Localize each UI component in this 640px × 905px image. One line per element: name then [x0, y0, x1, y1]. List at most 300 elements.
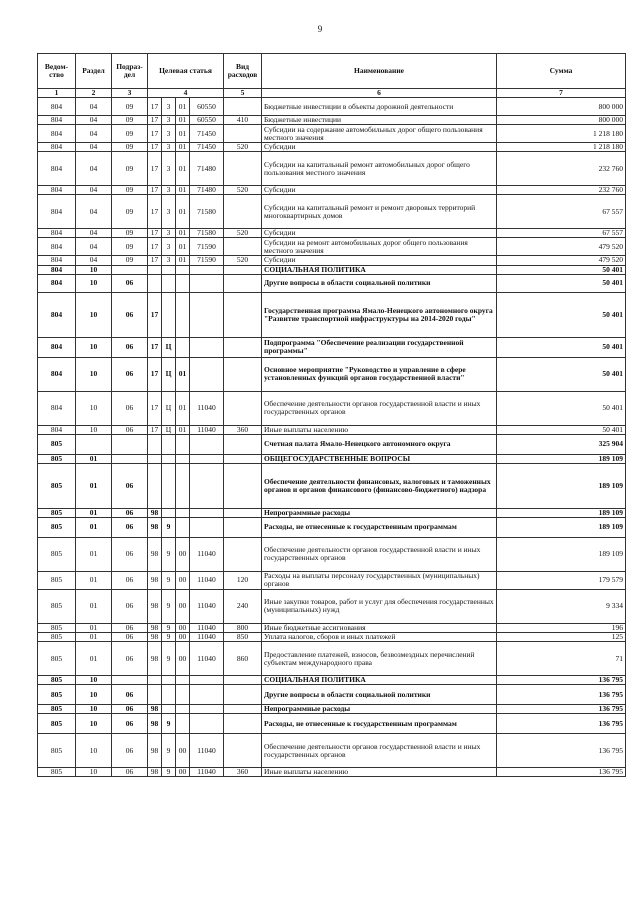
- cell-target-event: 01: [176, 152, 190, 186]
- cell-target-direction: [190, 714, 224, 734]
- cell-vid-rashodov: 520: [224, 186, 262, 195]
- table-row: [38, 537, 626, 571]
- cell-podrazdel: [112, 676, 148, 685]
- cell-target-event: 01: [176, 256, 190, 265]
- cell-target-event: 01: [176, 116, 190, 125]
- cell-vedomstvo: 804: [38, 292, 76, 337]
- cell-podrazdel: 09: [112, 116, 148, 125]
- table-header-row: [38, 54, 626, 89]
- cell-vedomstvo: 804: [38, 116, 76, 125]
- cell-vid-rashodov: [224, 125, 262, 143]
- cell-target-subprogram: 9: [162, 571, 176, 589]
- cell-target-program: [148, 454, 162, 463]
- header-vedomstvo: Ведом-ство: [38, 54, 76, 89]
- table-row: [38, 265, 626, 274]
- cell-target-direction: 11040: [190, 537, 224, 571]
- cell-target-event: [176, 508, 190, 517]
- table-row: [38, 125, 626, 143]
- cell-target-program: 17: [148, 143, 162, 152]
- table-row: [38, 143, 626, 152]
- table-row: [38, 152, 626, 186]
- cell-summa: 50 401: [497, 391, 626, 425]
- cell-target-subprogram: [162, 265, 176, 274]
- cell-target-direction: [190, 274, 224, 292]
- cell-podrazdel: 09: [112, 152, 148, 186]
- table-row: [38, 229, 626, 238]
- cell-summa: 136 795: [497, 676, 626, 685]
- cell-vedomstvo: 805: [38, 571, 76, 589]
- cell-vid-rashodov: 850: [224, 633, 262, 642]
- cell-target-program: 17: [148, 337, 162, 357]
- page-number: 9: [317, 24, 323, 34]
- column-number-row: [38, 89, 626, 98]
- cell-target-direction: 11040: [190, 642, 224, 676]
- cell-target-direction: 60550: [190, 98, 224, 116]
- cell-naimenovanie: Обеспечение деятельности органов государственной власти и иных государственных органов: [262, 391, 497, 425]
- cell-vid-rashodov: [224, 463, 262, 508]
- cell-podrazdel: 06: [112, 705, 148, 714]
- table-row: [38, 391, 626, 425]
- cell-vid-rashodov: [224, 357, 262, 391]
- table-row: [38, 274, 626, 292]
- cell-vedomstvo: 805: [38, 768, 76, 777]
- cell-vid-rashodov: [224, 676, 262, 685]
- cell-target-event: 01: [176, 391, 190, 425]
- cell-summa: 71: [497, 642, 626, 676]
- cell-podrazdel: 09: [112, 238, 148, 256]
- cell-target-event: 00: [176, 768, 190, 777]
- cell-target-program: 17: [148, 292, 162, 337]
- cell-vid-rashodov: [224, 238, 262, 256]
- cell-vid-rashodov: 240: [224, 589, 262, 623]
- cell-podrazdel: 09: [112, 98, 148, 116]
- cell-razdel: 01: [76, 589, 112, 623]
- cell-vid-rashodov: [224, 274, 262, 292]
- cell-vedomstvo: 805: [38, 517, 76, 537]
- cell-target-program: 17: [148, 357, 162, 391]
- cell-naimenovanie: Субсидии: [262, 229, 497, 238]
- cell-podrazdel: 06: [112, 337, 148, 357]
- cell-summa: 136 795: [497, 685, 626, 705]
- cell-target-direction: [190, 357, 224, 391]
- cell-target-direction: [190, 705, 224, 714]
- cell-razdel: 01: [76, 517, 112, 537]
- cell-naimenovanie: Непрограммные расходы: [262, 705, 497, 714]
- cell-naimenovanie: Обеспечение деятельности финансовых, налоговых и таможенных органов и органов финансового (финансово-бюджетного) надзора: [262, 463, 497, 508]
- cell-podrazdel: 06: [112, 768, 148, 777]
- cell-target-event: [176, 714, 190, 734]
- cell-podrazdel: 06: [112, 623, 148, 632]
- cell-podrazdel: 06: [112, 508, 148, 517]
- table-row: [38, 589, 626, 623]
- cell-naimenovanie: Уплата налогов, сборов и иных платежей: [262, 633, 497, 642]
- cell-target-direction: 71580: [190, 195, 224, 229]
- cell-target-subprogram: 3: [162, 98, 176, 116]
- cell-razdel: 04: [76, 238, 112, 256]
- cell-target-subprogram: 3: [162, 152, 176, 186]
- cell-target-event: [176, 685, 190, 705]
- cell-target-program: 98: [148, 633, 162, 642]
- cell-target-event: 01: [176, 425, 190, 434]
- table-row: [38, 623, 626, 632]
- cell-razdel: 10: [76, 768, 112, 777]
- cell-target-subprogram: [162, 454, 176, 463]
- cell-naimenovanie: Предоставление платежей, взносов, безвозмездных перечислений субъектам международного права: [262, 642, 497, 676]
- table-row: [38, 705, 626, 714]
- budget-table: [37, 53, 626, 777]
- cell-vid-rashodov: 520: [224, 256, 262, 265]
- cell-razdel: 04: [76, 195, 112, 229]
- cell-vedomstvo: 805: [38, 705, 76, 714]
- cell-summa: 50 401: [497, 337, 626, 357]
- cell-naimenovanie: Непрограммные расходы: [262, 508, 497, 517]
- cell-target-program: 98: [148, 537, 162, 571]
- cell-target-program: 98: [148, 508, 162, 517]
- cell-target-program: 98: [148, 734, 162, 768]
- cell-vid-rashodov: [224, 508, 262, 517]
- cell-target-event: [176, 337, 190, 357]
- cell-vid-rashodov: 520: [224, 143, 262, 152]
- cell-vedomstvo: 804: [38, 125, 76, 143]
- cell-razdel: 10: [76, 337, 112, 357]
- col-number: 6: [262, 89, 497, 98]
- cell-target-program: 17: [148, 229, 162, 238]
- cell-razdel: 10: [76, 734, 112, 768]
- table-row: [38, 238, 626, 256]
- cell-target-subprogram: 9: [162, 768, 176, 777]
- cell-vedomstvo: 805: [38, 454, 76, 463]
- cell-target-direction: [190, 508, 224, 517]
- cell-target-direction: 71480: [190, 186, 224, 195]
- cell-vedomstvo: 804: [38, 152, 76, 186]
- table-row: [38, 425, 626, 434]
- header-celevaya-statya: Целевая статья: [148, 54, 224, 89]
- cell-razdel: 04: [76, 98, 112, 116]
- cell-podrazdel: 06: [112, 517, 148, 537]
- header-podrazdel: Подраз-дел: [112, 54, 148, 89]
- cell-target-event: 00: [176, 589, 190, 623]
- cell-razdel: 01: [76, 454, 112, 463]
- cell-vid-rashodov: [224, 454, 262, 463]
- cell-target-subprogram: 3: [162, 256, 176, 265]
- cell-vid-rashodov: [224, 705, 262, 714]
- cell-target-direction: [190, 685, 224, 705]
- cell-target-event: [176, 265, 190, 274]
- cell-vedomstvo: 805: [38, 714, 76, 734]
- cell-razdel: 01: [76, 508, 112, 517]
- cell-razdel: 01: [76, 633, 112, 642]
- cell-summa: 136 795: [497, 768, 626, 777]
- cell-target-subprogram: 9: [162, 633, 176, 642]
- cell-target-event: 00: [176, 633, 190, 642]
- cell-podrazdel: 06: [112, 537, 148, 571]
- cell-podrazdel: 06: [112, 391, 148, 425]
- cell-naimenovanie: Иные выплаты населению: [262, 768, 497, 777]
- col-number: 1: [38, 89, 76, 98]
- cell-target-program: 98: [148, 714, 162, 734]
- cell-target-program: [148, 463, 162, 508]
- cell-summa: 325 904: [497, 434, 626, 454]
- cell-vedomstvo: 804: [38, 238, 76, 256]
- cell-target-event: 00: [176, 734, 190, 768]
- cell-podrazdel: [112, 454, 148, 463]
- cell-target-direction: [190, 337, 224, 357]
- cell-target-event: 01: [176, 186, 190, 195]
- cell-target-direction: 11040: [190, 571, 224, 589]
- cell-target-event: 00: [176, 642, 190, 676]
- cell-naimenovanie: Иные закупки товаров, работ и услуг для обеспечения государственных (муниципальных) нужд: [262, 589, 497, 623]
- cell-target-program: 17: [148, 152, 162, 186]
- cell-target-event: [176, 292, 190, 337]
- cell-target-subprogram: 9: [162, 642, 176, 676]
- cell-razdel: 10: [76, 425, 112, 434]
- cell-vid-rashodov: 120: [224, 571, 262, 589]
- cell-naimenovanie: Обеспечение деятельности органов государственной власти и иных государственных органов: [262, 537, 497, 571]
- cell-razdel: 01: [76, 463, 112, 508]
- table-row: [38, 454, 626, 463]
- cell-target-event: [176, 517, 190, 537]
- cell-podrazdel: 06: [112, 463, 148, 508]
- cell-target-program: 17: [148, 195, 162, 229]
- table-row: [38, 768, 626, 777]
- cell-target-subprogram: 3: [162, 195, 176, 229]
- cell-vid-rashodov: [224, 195, 262, 229]
- table-row: [38, 676, 626, 685]
- cell-naimenovanie: ОБЩЕГОСУДАРСТВЕННЫЕ ВОПРОСЫ: [262, 454, 497, 463]
- cell-summa: 50 401: [497, 274, 626, 292]
- cell-razdel: 04: [76, 116, 112, 125]
- cell-target-direction: 71480: [190, 152, 224, 186]
- cell-target-direction: 11040: [190, 425, 224, 434]
- table-row: [38, 517, 626, 537]
- cell-target-direction: 71590: [190, 238, 224, 256]
- cell-vedomstvo: 805: [38, 734, 76, 768]
- table-row: [38, 186, 626, 195]
- cell-target-event: 00: [176, 623, 190, 632]
- cell-naimenovanie: СОЦИАЛЬНАЯ ПОЛИТИКА: [262, 676, 497, 685]
- cell-vedomstvo: 804: [38, 274, 76, 292]
- cell-razdel: 10: [76, 292, 112, 337]
- cell-summa: 800 000: [497, 98, 626, 116]
- cell-naimenovanie: Субсидии: [262, 143, 497, 152]
- table-body: [38, 98, 626, 777]
- cell-naimenovanie: Бюджетные инвестиции: [262, 116, 497, 125]
- cell-podrazdel: 09: [112, 256, 148, 265]
- table-row: [38, 714, 626, 734]
- cell-vid-rashodov: [224, 98, 262, 116]
- cell-target-program: 17: [148, 125, 162, 143]
- cell-podrazdel: 06: [112, 633, 148, 642]
- table-row: [38, 734, 626, 768]
- cell-target-event: 00: [176, 571, 190, 589]
- cell-naimenovanie: Счетная палата Ямало-Ненецкого автономного округа: [262, 434, 497, 454]
- table-row: [38, 633, 626, 642]
- cell-vedomstvo: 804: [38, 391, 76, 425]
- col-number: 3: [112, 89, 148, 98]
- cell-target-program: [148, 274, 162, 292]
- cell-vid-rashodov: [224, 517, 262, 537]
- cell-target-subprogram: 9: [162, 714, 176, 734]
- cell-vedomstvo: 805: [38, 642, 76, 676]
- cell-target-subprogram: 3: [162, 143, 176, 152]
- table-row: [38, 642, 626, 676]
- cell-vedomstvo: 804: [38, 98, 76, 116]
- table-row: [38, 116, 626, 125]
- cell-razdel: 10: [76, 676, 112, 685]
- cell-naimenovanie: Субсидии на капитальный ремонт и ремонт дворовых территорий многоквартирных домов: [262, 195, 497, 229]
- table-row: [38, 292, 626, 337]
- table-row: [38, 434, 626, 454]
- cell-vedomstvo: 804: [38, 265, 76, 274]
- cell-razdel: 04: [76, 152, 112, 186]
- cell-target-subprogram: Ц: [162, 357, 176, 391]
- cell-summa: 196: [497, 623, 626, 632]
- cell-summa: 189 109: [497, 454, 626, 463]
- cell-vedomstvo: 804: [38, 357, 76, 391]
- cell-target-event: [176, 463, 190, 508]
- cell-vid-rashodov: [224, 714, 262, 734]
- cell-vedomstvo: 804: [38, 195, 76, 229]
- cell-vedomstvo: 805: [38, 589, 76, 623]
- cell-vid-rashodov: [224, 434, 262, 454]
- cell-target-subprogram: 3: [162, 116, 176, 125]
- cell-vid-rashodov: [224, 292, 262, 337]
- cell-naimenovanie: Обеспечение деятельности органов государственной власти и иных государственных органов: [262, 734, 497, 768]
- cell-vid-rashodov: [224, 685, 262, 705]
- cell-target-subprogram: [162, 274, 176, 292]
- cell-summa: 136 795: [497, 714, 626, 734]
- cell-vid-rashodov: [224, 337, 262, 357]
- cell-summa: 189 109: [497, 508, 626, 517]
- cell-target-direction: 11040: [190, 589, 224, 623]
- col-number: 4: [148, 89, 224, 98]
- cell-razdel: 10: [76, 391, 112, 425]
- cell-target-event: 01: [176, 357, 190, 391]
- cell-summa: 67 557: [497, 229, 626, 238]
- cell-target-event: 00: [176, 537, 190, 571]
- cell-podrazdel: 09: [112, 143, 148, 152]
- cell-target-program: 98: [148, 768, 162, 777]
- cell-razdel: 10: [76, 265, 112, 274]
- cell-vid-rashodov: 410: [224, 116, 262, 125]
- cell-podrazdel: 06: [112, 685, 148, 705]
- cell-vid-rashodov: 800: [224, 623, 262, 632]
- cell-target-subprogram: 3: [162, 125, 176, 143]
- cell-vid-rashodov: [224, 391, 262, 425]
- cell-target-program: 98: [148, 705, 162, 714]
- cell-razdel: 04: [76, 125, 112, 143]
- header-summa: Сумма: [497, 54, 626, 89]
- cell-podrazdel: 06: [112, 642, 148, 676]
- cell-summa: 800 000: [497, 116, 626, 125]
- cell-summa: 136 795: [497, 705, 626, 714]
- cell-naimenovanie: Подпрограмма "Обеспечение реализации государственной программы": [262, 337, 497, 357]
- cell-target-event: 01: [176, 195, 190, 229]
- cell-target-program: 98: [148, 571, 162, 589]
- cell-target-direction: 71450: [190, 143, 224, 152]
- cell-target-event: 01: [176, 143, 190, 152]
- cell-summa: 50 401: [497, 357, 626, 391]
- cell-target-event: [176, 454, 190, 463]
- cell-razdel: 04: [76, 229, 112, 238]
- cell-summa: 189 109: [497, 463, 626, 508]
- cell-target-event: [176, 274, 190, 292]
- cell-vid-rashodov: 520: [224, 229, 262, 238]
- cell-summa: 125: [497, 633, 626, 642]
- cell-podrazdel: 06: [112, 571, 148, 589]
- header-naimenovanie: Наименование: [262, 54, 497, 89]
- cell-target-program: 17: [148, 98, 162, 116]
- cell-vedomstvo: 805: [38, 463, 76, 508]
- cell-target-program: [148, 685, 162, 705]
- cell-target-subprogram: Ц: [162, 391, 176, 425]
- header-razdel: Раздел: [76, 54, 112, 89]
- header-vid-rashodov: Вид расходов: [224, 54, 262, 89]
- table-row: [38, 357, 626, 391]
- cell-target-direction: 11040: [190, 768, 224, 777]
- cell-target-subprogram: 3: [162, 229, 176, 238]
- cell-summa: 50 401: [497, 292, 626, 337]
- cell-target-subprogram: 9: [162, 734, 176, 768]
- cell-podrazdel: 09: [112, 186, 148, 195]
- cell-podrazdel: 09: [112, 195, 148, 229]
- cell-target-subprogram: 9: [162, 623, 176, 632]
- cell-vid-rashodov: 360: [224, 425, 262, 434]
- table-row: [38, 195, 626, 229]
- cell-podrazdel: [112, 265, 148, 274]
- cell-summa: 136 795: [497, 734, 626, 768]
- cell-target-subprogram: [162, 463, 176, 508]
- cell-razdel: 01: [76, 537, 112, 571]
- cell-target-program: 17: [148, 256, 162, 265]
- cell-naimenovanie: Государственная программа Ямало-Ненецкого автономного округа "Развитие транспортной инфраструктуры на 2014-2020 годы": [262, 292, 497, 337]
- cell-target-subprogram: [162, 676, 176, 685]
- cell-summa: 1 218 180: [497, 143, 626, 152]
- cell-target-direction: 11040: [190, 391, 224, 425]
- cell-naimenovanie: Субсидии на содержание автомобильных дорог общего пользования местного значения: [262, 125, 497, 143]
- col-number: 7: [497, 89, 626, 98]
- cell-razdel: 01: [76, 571, 112, 589]
- cell-target-subprogram: [162, 292, 176, 337]
- cell-naimenovanie: Иные выплаты населению: [262, 425, 497, 434]
- cell-target-program: 17: [148, 391, 162, 425]
- table-row: [38, 337, 626, 357]
- cell-vedomstvo: 804: [38, 186, 76, 195]
- cell-vedomstvo: 804: [38, 229, 76, 238]
- cell-podrazdel: 09: [112, 229, 148, 238]
- cell-podrazdel: 06: [112, 274, 148, 292]
- col-number: 2: [76, 89, 112, 98]
- cell-target-direction: 71580: [190, 229, 224, 238]
- cell-target-program: 17: [148, 116, 162, 125]
- cell-vedomstvo: 805: [38, 685, 76, 705]
- cell-razdel: 04: [76, 186, 112, 195]
- cell-naimenovanie: СОЦИАЛЬНАЯ ПОЛИТИКА: [262, 265, 497, 274]
- cell-naimenovanie: Субсидии на ремонт автомобильных дорог общего пользования местного значения: [262, 238, 497, 256]
- cell-vedomstvo: 805: [38, 676, 76, 685]
- cell-target-subprogram: Ц: [162, 425, 176, 434]
- cell-vedomstvo: 804: [38, 337, 76, 357]
- cell-razdel: 10: [76, 714, 112, 734]
- cell-target-program: 98: [148, 517, 162, 537]
- cell-podrazdel: 06: [112, 292, 148, 337]
- cell-naimenovanie: Бюджетные инвестиции в объекты дорожной деятельности: [262, 98, 497, 116]
- cell-target-direction: [190, 265, 224, 274]
- cell-naimenovanie: Субсидии: [262, 256, 497, 265]
- cell-target-direction: 11040: [190, 734, 224, 768]
- cell-summa: 479 520: [497, 256, 626, 265]
- cell-vedomstvo: 804: [38, 143, 76, 152]
